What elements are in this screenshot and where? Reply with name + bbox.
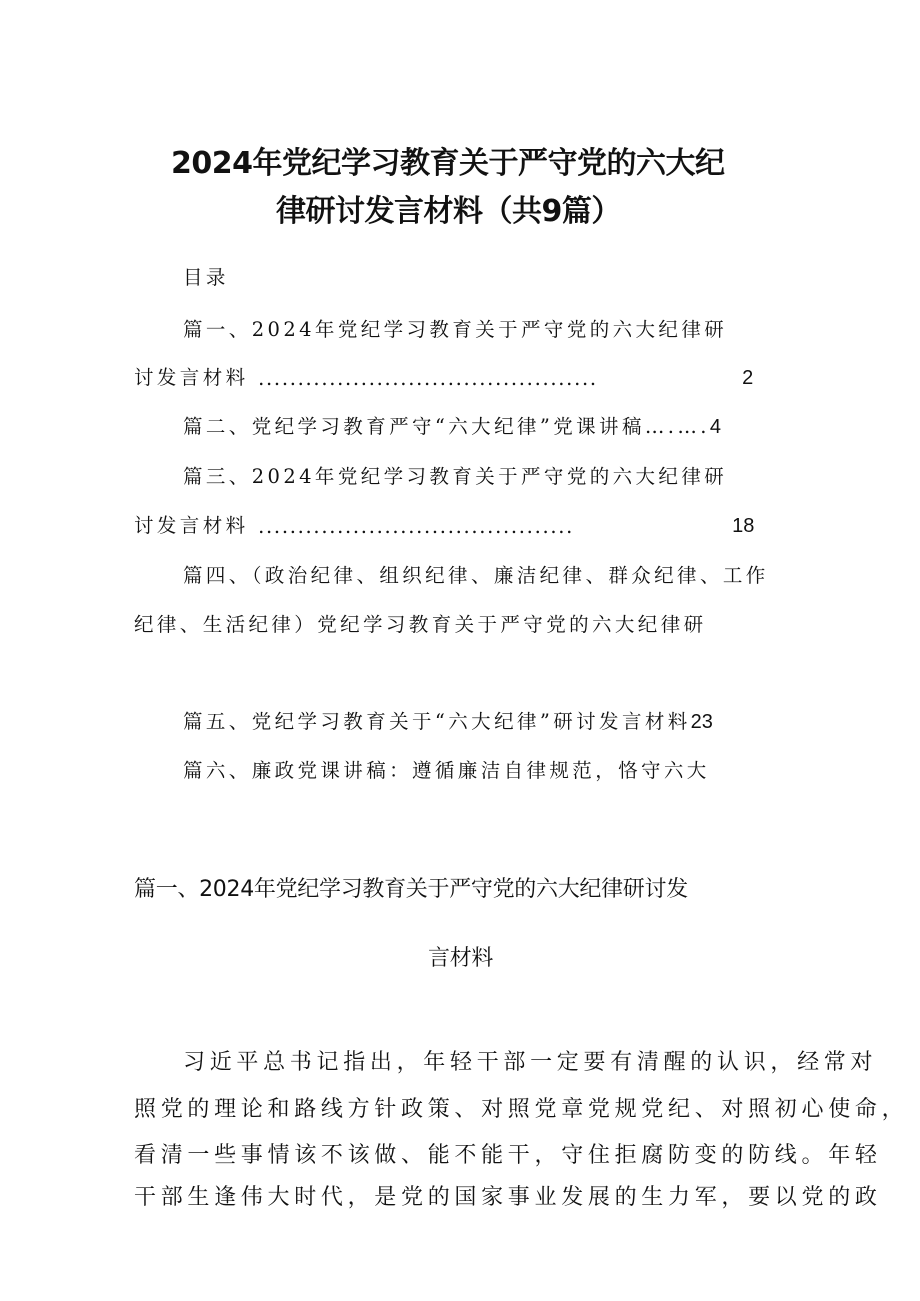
toc-item-4-line-1: 篇四、（政治纪律、组织纪律、廉洁纪律、群众纪律、工作 (183, 564, 769, 587)
toc-item-3-line-2 (134, 510, 754, 538)
paragraph-line-2: 照党的理论和路线方针政策、对照党章党规党纪、对照初心使命， (134, 1097, 909, 1122)
toc-item-1-page: 2 (742, 367, 754, 389)
toc-item-3-text: 讨发言材料 (134, 514, 249, 537)
toc-item-1-text: 讨发言材料 (134, 366, 249, 389)
toc-heading: 目录 (183, 266, 229, 289)
document-title-line-2: 律研讨发言材料（共9篇） (276, 194, 621, 229)
paragraph-line-4: 干部生逢伟大时代，是党的国家事业发展的生力军，要以党的政 (134, 1185, 882, 1210)
toc-item-1-line-1: 篇一、2024年党纪学习教育关于严守党的六大纪律研 (183, 318, 728, 341)
toc-item-2-page: 4 (709, 416, 721, 438)
paragraph-line-1: 习近平总书记指出，年轻干部一定要有清醒的认识，经常对 (183, 1050, 878, 1075)
toc-item-2-text: 篇二、党纪学习教育严守“六大纪律”党课讲稿….…. (183, 415, 710, 438)
toc-item-5-line-1 (183, 706, 713, 734)
toc-item-5-text: 篇五、党纪学习教育关于“六大纪律”研讨发言材料 (183, 710, 691, 733)
toc-item-4-line-2: 纪律、生活纪律）党纪学习教育关于严守党的六大纪律研 (134, 613, 707, 636)
toc-item-3-line-1: 篇三、2024年党纪学习教育关于严守党的六大纪律研 (183, 465, 728, 488)
paragraph-line-3: 看清一些事情该不该做、能不能干，守住拒腐防变的防线。年轻 (134, 1143, 882, 1168)
toc-item-2-line-1 (183, 411, 721, 439)
toc-item-6-line-1: 篇六、廉政党课讲稿：遵循廉洁自律规范，恪守六大 (183, 759, 710, 782)
section-heading-line-1: 篇一、2024年党纪学习教育关于严守党的六大纪律研讨发 (134, 877, 688, 902)
toc-item-3-page: 18 (732, 515, 755, 537)
section-heading-line-2: 言材料 (428, 946, 494, 971)
toc-item-5-page: 23 (690, 711, 713, 733)
toc-item-1-line-2 (134, 362, 753, 390)
document-title-line-1: 2024年党纪学习教育关于严守党的六大纪 (171, 146, 725, 181)
toc-item-1-leader: ........................................... (258, 367, 598, 390)
toc-item-3-leader: ........................................ (258, 515, 575, 538)
